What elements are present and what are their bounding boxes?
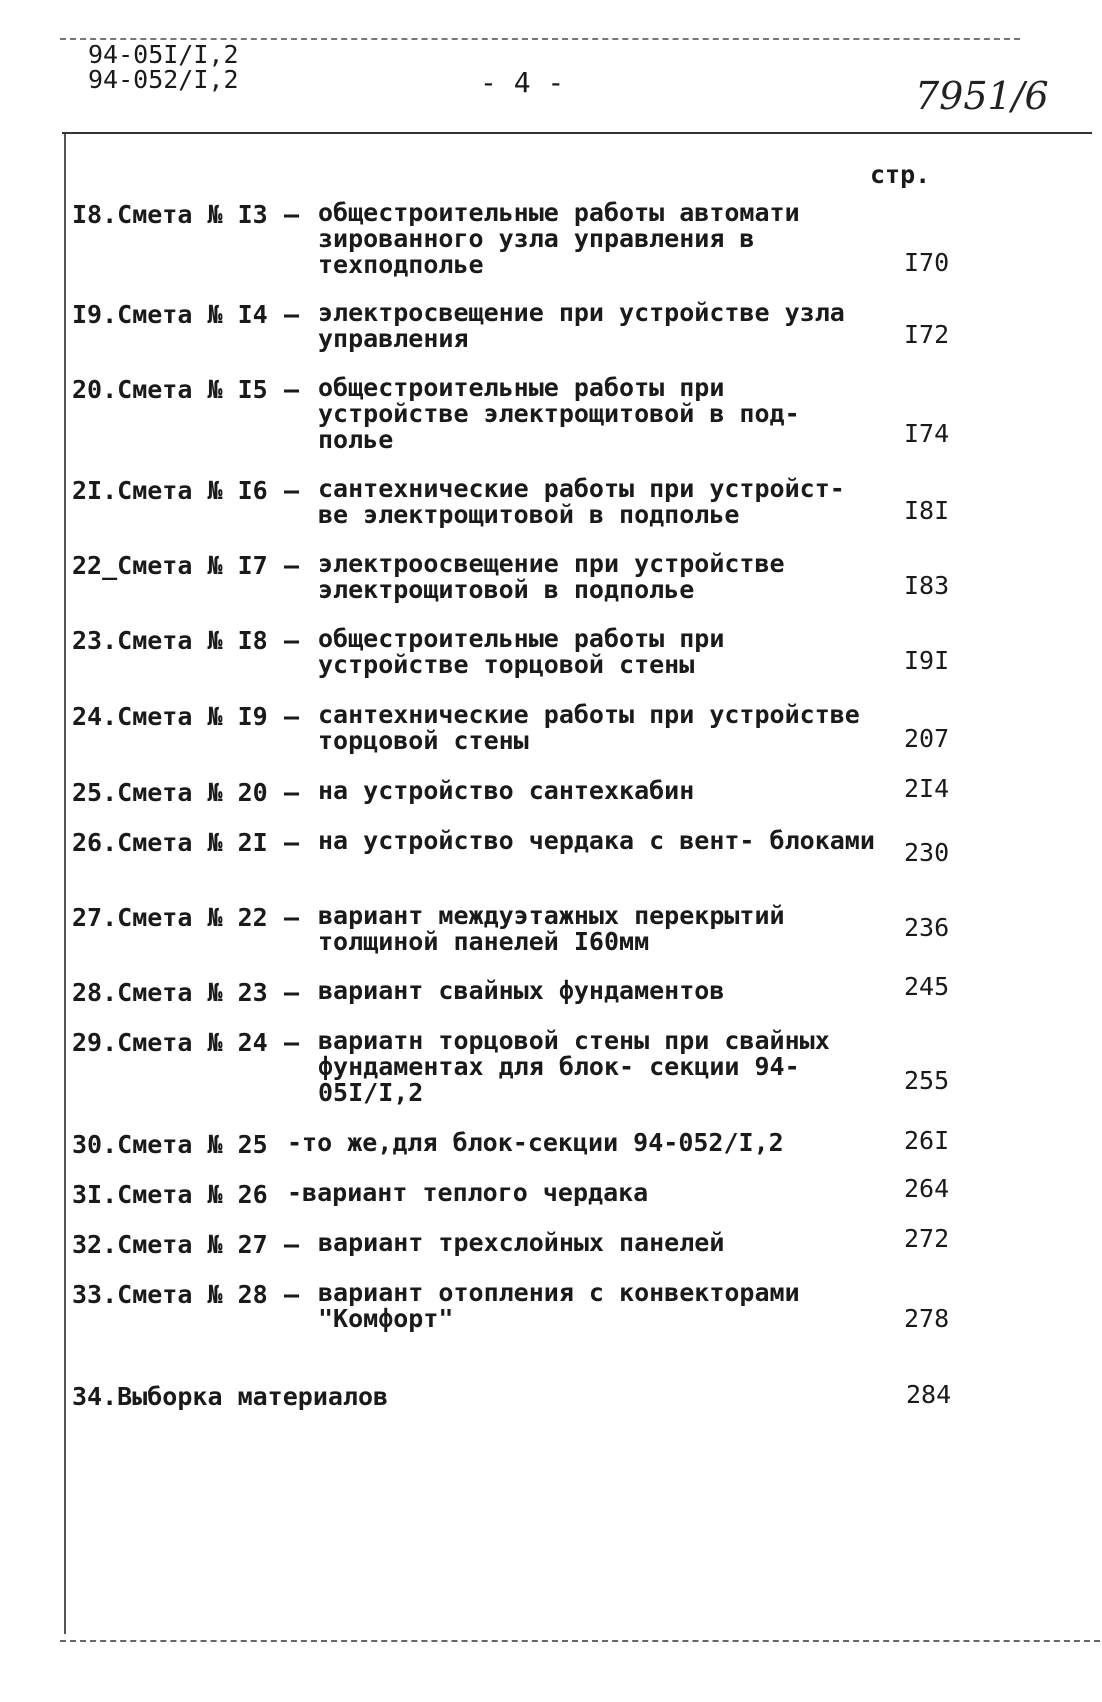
entry-page-number: 236 [904,913,950,942]
entry-label: I9.Смета № I4 [72,300,268,329]
handwritten-doc-number: 7951/6 [915,74,1049,118]
toc-final-entry-page: 284 [906,1380,952,1409]
bottom-rule [60,1640,1100,1642]
page-marker: - 4 - [480,66,565,99]
entry-description: общестроительные работы при устройстве торцовой стены [318,624,725,679]
entry-label: 32.Смета № 27 [72,1230,268,1259]
entry-description: вариант отопления с конвекторами "Комфорт" [318,1278,800,1333]
entry-description: сантехнические работы при устройстве торцовой стены [318,700,860,755]
entry-description: на устройство сантехкабин [318,776,695,805]
entry-page-number: 26I [904,1126,950,1155]
entry-page-number: 255 [904,1066,950,1095]
entry-dash: – [284,1280,300,1309]
entry-page-number: I72 [904,320,950,349]
entry-description: электроосвещение при устройстве электрощитовой в подполье [318,549,785,604]
entry-description: вариант междуэтажных перекрытий толщиной панелей I60мм [318,901,785,956]
entry-label: 2I.Смета № I6 [72,476,268,505]
entry-page-number: I9I [904,646,950,675]
entry-dash: – [284,1230,300,1259]
entry-page-number: 2I4 [904,774,950,803]
entry-dash: – [284,702,300,731]
entry-dash: – [284,978,300,1007]
header-rule [62,132,1092,134]
entry-label: 30.Смета № 25 [72,1130,268,1159]
entry-label: 24.Смета № I9 [72,702,268,731]
entry-page-number: I83 [904,571,950,600]
entry-page-number: 278 [904,1304,950,1333]
document-code-1: 94-05I/I,2 [88,40,239,69]
entry-dash: – [284,1028,300,1057]
page-column-header: стр. [870,160,931,189]
entry-description: общестроительные работы автомати зированного узла управления в техподполье [318,198,800,279]
entry-dash: – [284,551,300,580]
entry-label: 26.Смета № 2I [72,828,268,857]
entry-label: 20.Смета № I5 [72,375,268,404]
entry-dash: – [284,626,300,655]
entry-description: электросвещение при устройстве узла управления [318,298,845,353]
entry-page-number: 207 [904,724,950,753]
entry-description: -вариант теплого чердака [287,1178,649,1207]
entry-description: общестроительные работы при устройстве электрощитовой в под- полье [318,373,800,454]
entry-dash: – [284,903,300,932]
entry-dash: – [284,200,300,229]
entry-label: I8.Смета № I3 [72,200,268,229]
entry-page-number: I74 [904,419,950,448]
entry-description: -то же,для блок-секции 94-052/I,2 [287,1128,784,1157]
entry-page-number: 264 [904,1174,950,1203]
entry-page-number: 272 [904,1224,950,1253]
document-codes [88,42,239,92]
entry-description: вариант свайных фундаментов [318,976,725,1005]
entry-label: 25.Смета № 20 [72,778,268,807]
entry-label: 23.Смета № I8 [72,626,268,655]
entry-description: на устройство чердака с вент- блоками [318,826,875,855]
entry-label: 22_Смета № I7 [72,551,268,580]
entry-dash: – [284,828,300,857]
entry-description: вариант трехслойных панелей [318,1228,725,1257]
entry-label: 33.Смета № 28 [72,1280,268,1309]
entry-label: 29.Смета № 24 [72,1028,268,1057]
entry-page-number: I8I [904,496,950,525]
entry-dash: – [284,778,300,807]
toc-final-entry-label: 34.Выборка материалов [72,1382,389,1411]
entry-label: 3I.Смета № 26 [72,1180,268,1209]
entry-description: сантехнические работы при устройст- ве электрощитовой в подполье [318,474,845,529]
left-margin-rule [64,134,66,1634]
entry-description: вариатн торцовой стены при свайных фундаментах для блок- секции 94-05I/I,2 [318,1026,830,1107]
entry-page-number: 230 [904,838,950,867]
entry-page-number: I70 [904,248,950,277]
entry-dash: – [284,300,300,329]
entry-page-number: 245 [904,972,950,1001]
entry-label: 28.Смета № 23 [72,978,268,1007]
entry-label: 27.Смета № 22 [72,903,268,932]
entry-dash: – [284,375,300,404]
entry-dash: – [284,476,300,505]
document-code-2: 94-052/I,2 [88,65,239,94]
